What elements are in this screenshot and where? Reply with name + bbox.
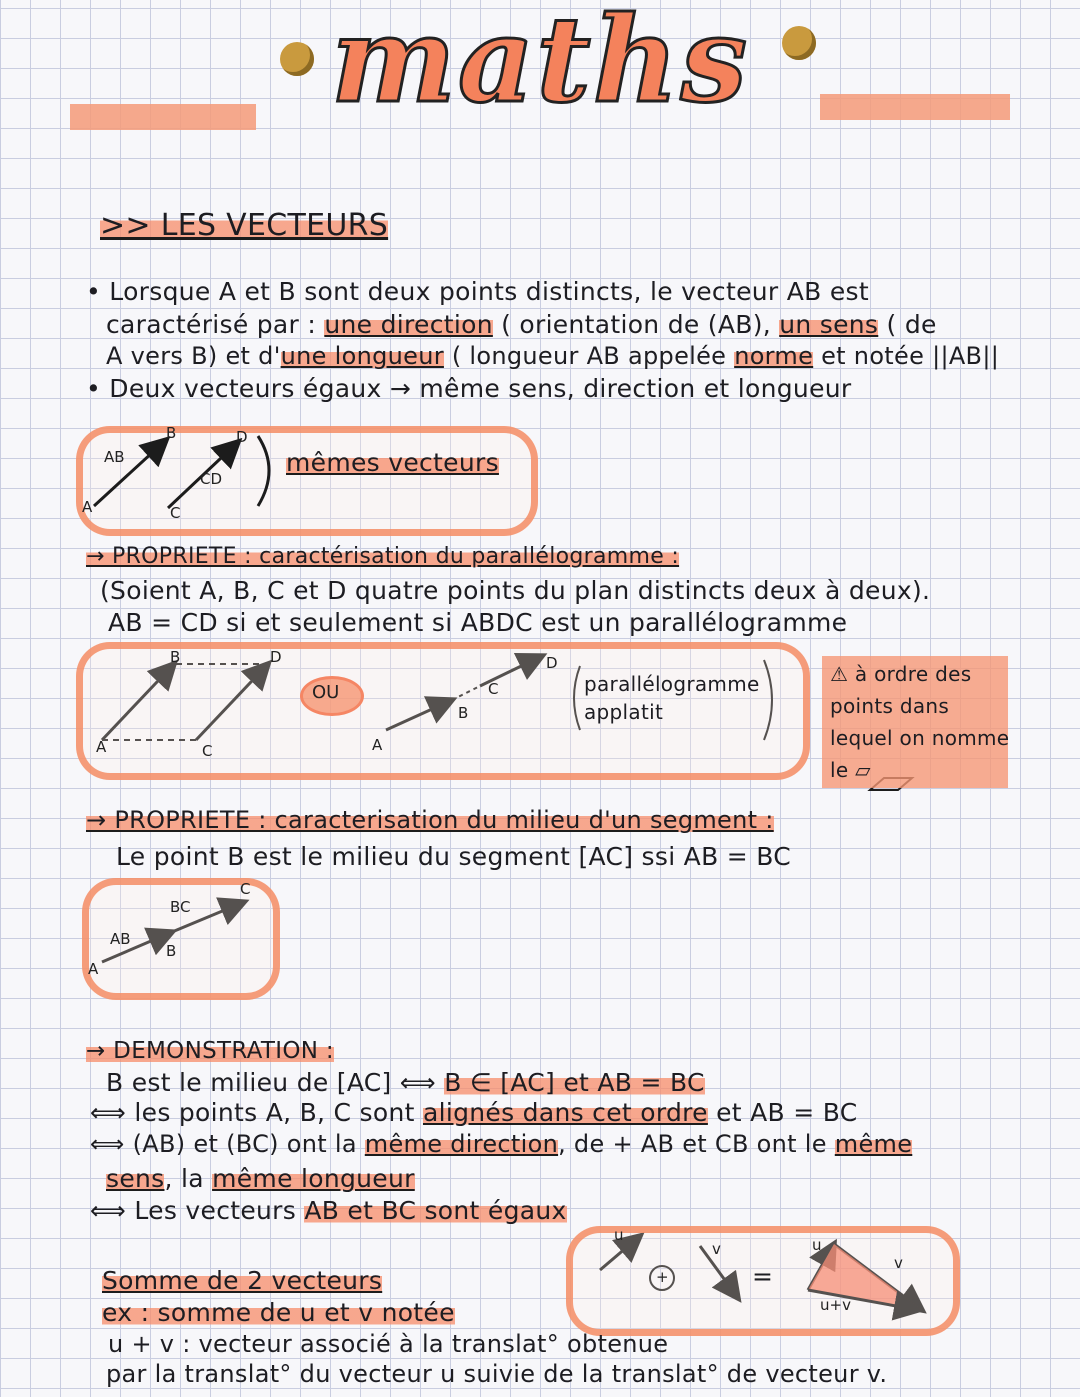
intro-line-2-rest: ( orientation de (AB),: [492, 310, 780, 339]
fig2-flat-c: C: [488, 680, 499, 698]
fig2-or-label: OU: [312, 682, 340, 703]
sum-fig-plus: +: [656, 1268, 669, 1286]
sum-line-3: par la translat° du vecteur u suivie de la translat° de vecteur v.: [106, 1360, 888, 1388]
demo-line-3-d: même: [834, 1130, 913, 1158]
demo-line-3-c: , de + AB et CB ont le: [558, 1130, 835, 1158]
intro-norme: norme: [734, 342, 814, 370]
sum-fig-eq: =: [752, 1262, 774, 1291]
fig3-point-a: A: [88, 960, 99, 978]
note-line-3: lequel on nomme: [830, 726, 1010, 750]
sum-fig-res-v: v: [894, 1254, 903, 1272]
sum-fig-res-uv: u+v: [820, 1296, 851, 1314]
intro-line-1: • Lorsque A et B sont deux points distincts, le vecteur AB est: [86, 277, 869, 306]
demo-line-4-c: même longueur: [212, 1164, 415, 1193]
fig3-point-c: C: [240, 880, 251, 898]
demo-line-1-a: B est le milieu de [AC] ⟺: [106, 1068, 445, 1097]
sum-line-1: [102, 1298, 455, 1327]
sum-fig-res-u: u: [812, 1236, 822, 1254]
fig2-point-d: D: [270, 648, 282, 666]
fig2-point-c: C: [202, 742, 213, 760]
intro-line-2-prefix: caractérisé par :: [106, 310, 325, 339]
intro-longueur: une longueur: [280, 342, 444, 370]
demo-line-5: [90, 1196, 567, 1225]
demo-line-5-b: AB et BC sont égaux: [304, 1196, 567, 1225]
sum-line-1-text: ex : somme de u et v notée: [102, 1298, 455, 1327]
note-line-1: ⚠ à ordre des: [830, 662, 972, 686]
fig2-point-b: B: [170, 648, 181, 666]
demo-line-5-a: ⟺ Les vecteurs: [90, 1196, 305, 1225]
prop1-line-1: (Soient A, B, C et D quatre points du plan distincts deux à deux).: [100, 576, 931, 605]
prop2-heading: [86, 806, 774, 834]
fig1-caption-text: mêmes vecteurs: [286, 448, 499, 477]
brace: [258, 436, 269, 506]
note-line-2: points dans: [830, 694, 950, 718]
fig2-flat-d: D: [546, 654, 558, 672]
demo-line-3: [90, 1130, 912, 1158]
fig1-point-a: A: [82, 498, 93, 516]
fig1-point-d: D: [236, 428, 248, 446]
intro-direction: une direction: [324, 310, 493, 339]
intro-line-3-prefix: A vers B) et d': [106, 342, 281, 370]
demo-line-4-b: , la: [164, 1164, 213, 1193]
fig2-flat-a: A: [372, 736, 383, 754]
fig1-point-b: B: [166, 424, 177, 442]
prop2-line-1: Le point B est le milieu du segment [AC] ssi AB = BC: [116, 842, 792, 871]
prop1-heading-text: → PROPRIETE : caractérisation du parallélogramme :: [86, 544, 680, 569]
demo-line-2-c: et AB = BC: [707, 1098, 858, 1127]
sum-fig-v: v: [712, 1240, 721, 1258]
sum-heading-text: Somme de 2 vecteurs: [102, 1266, 383, 1295]
demo-line-4: [106, 1164, 415, 1193]
sum-line-2: u + v : vecteur associé à la translat° obtenue: [108, 1330, 669, 1358]
prop1-line-2: AB = CD si et seulement si ABDC est un parallélogramme: [108, 608, 848, 637]
intro-line-2-de: ( de: [878, 310, 937, 339]
fig3-point-b: B: [166, 942, 177, 960]
demo-line-1: [106, 1068, 705, 1097]
fig3-label-bc: BC: [170, 898, 191, 916]
fig2-flat-line-2: applatit: [584, 700, 664, 724]
demo-heading-text: → DEMONSTRATION :: [86, 1038, 334, 1064]
demo-heading: [86, 1038, 334, 1064]
intro-line-3-end: et notée ||AB||: [813, 342, 1000, 370]
sum-fig-u: u: [614, 1226, 624, 1244]
fig2-point-a: A: [96, 738, 107, 756]
fig1-label-cd: CD: [200, 470, 223, 488]
fig3-label-ab: AB: [110, 930, 131, 948]
note-line-4: le ▱: [830, 758, 871, 782]
section-heading-text: >> LES VECTEURS: [100, 208, 389, 243]
demo-line-1-b: B ∈ [AC] et AB = BC: [444, 1068, 705, 1097]
demo-line-3-b: même direction: [364, 1130, 559, 1158]
intro-sens: un sens: [779, 310, 879, 339]
fig2-flat-b: B: [458, 704, 469, 722]
demo-line-2-b: alignés dans cet ordre: [422, 1098, 708, 1127]
prop1-heading: [86, 544, 679, 569]
fig1-label-ab: AB: [104, 448, 125, 466]
demo-line-4-a: sens: [106, 1164, 165, 1193]
fig1-point-c: C: [170, 504, 181, 522]
sum-heading: [102, 1266, 382, 1295]
demo-line-2: [90, 1098, 858, 1127]
fig2-flat-line-1: parallélogramme: [584, 672, 760, 696]
demo-line-3-a: ⟺ (AB) et (BC) ont la: [90, 1130, 365, 1158]
prop2-heading-text: → PROPRIETE : caracterisation du milieu d'un segment :: [86, 806, 774, 834]
intro-line-3-rest: ( longueur AB appelée: [443, 342, 735, 370]
page-title: maths: [330, 0, 750, 129]
intro-line-4: • Deux vecteurs égaux → même sens, direction et longueur: [86, 374, 852, 403]
fig1-caption: [286, 448, 499, 477]
figure-2-frame: [76, 642, 810, 780]
demo-line-2-a: ⟺ les points A, B, C sont: [90, 1098, 423, 1127]
